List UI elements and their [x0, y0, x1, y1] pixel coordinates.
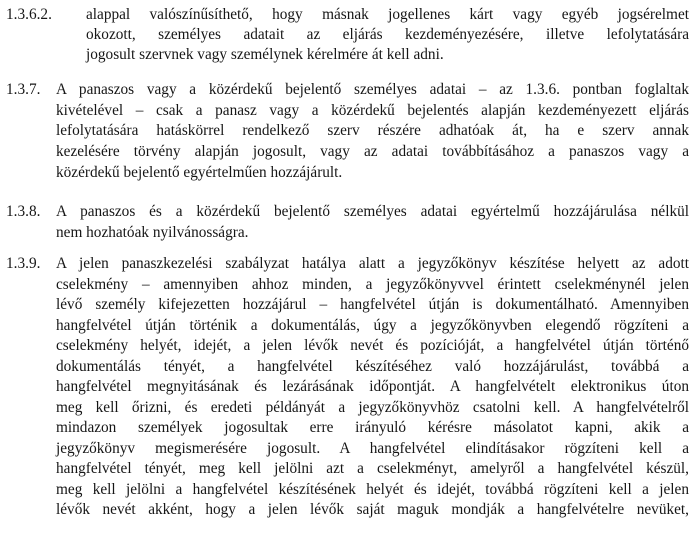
paragraph-line: hangfelvétel tényét, meg kell jelölni azt a cselekményt, amelyről a hangfelvétel készül,: [56, 460, 689, 477]
paragraph-line: lévő személy kifejezetten hozzájárul – hangfelvétel útján is dokumentálható. Amennyiben: [56, 296, 689, 313]
paragraph-1-3-7: [6, 81, 696, 191]
paragraph-1-3-8: [6, 203, 696, 243]
paragraph-line: jegyzőkönyv megismerésére jogosult. A hangfelvétel elindításakor rögzíteni kell a: [56, 439, 689, 457]
paragraph-line: hangfelvétel útján történik a dokumentálás, úgy a jegyzőkönyvben elegendő rögzíteni a: [56, 316, 689, 334]
paragraph-line: alappal valószínűsíthető, hogy másnak jogellenes kárt vagy egyéb jogsérelmet: [86, 6, 689, 23]
paragraph-line: cselekmény – amennyiben ahhoz minden, a jegyzőkönyvvel érintett cselekménynél jelen: [56, 275, 689, 293]
paragraph-line: jogosult szervnek vagy személynek kérelmére át kell adni.: [86, 46, 444, 63]
paragraph-line: lévők nevét akként, hogy a jelen lévők saját maguk mondják a hangfelvételre nevüket,: [56, 501, 689, 518]
paragraph-line: A panaszos és a közérdekű bejelentő személyes adatai egyértelmű hozzájárulása nélkül: [56, 203, 689, 220]
paragraph-number: 1.3.6.2.: [6, 6, 52, 23]
paragraph-line: közérdekű bejelentő egyértelműen hozzájárult.: [56, 163, 343, 181]
paragraph-line: nem hozhatóak nyilvánosságra.: [56, 223, 249, 241]
paragraph-line: cselekmény helyét, idejét, a jelen lévők nevét és pozícióját, a hangfelvétel útján történő: [56, 337, 689, 354]
paragraph-line: mindazon személyek jogosultak erre irányuló kérésre másolatot kapni, akik a: [56, 419, 689, 436]
paragraph-1-3-6-2: [6, 6, 696, 66]
paragraph-line: kivételével – csak a panasz vagy a közérdekű bejelentés alapján kezdeményezett eljárás: [56, 101, 689, 119]
paragraph-line: meg kell jelölni a hangfelvétel készítésének helyét és idejét, továbbá rögzíteni kell a jelen: [56, 480, 689, 498]
paragraph-line: dokumentálás tényét, a hangfelvétel készítéséhez való hozzájárulást, továbbá a: [56, 357, 689, 375]
paragraph-line: okozott, személyes adatait az eljárás kezdeményezésére, illetve lefolytatására: [86, 26, 689, 43]
paragraph-line: lefolytatására hatáskörrel rendelkező szerv részére adhatóak át, ha e szerv annak: [56, 122, 689, 139]
paragraph-line: A jelen panaszkezelési szabályzat hatálya alatt a jegyzőkönyv készítése helyett az adott: [56, 255, 689, 272]
paragraph-line: hangfelvétel megnyitásának és lezárásának időpontját. A hangfelvételt elektronikus úton: [56, 378, 689, 395]
paragraph-number: 1.3.7.: [6, 81, 41, 98]
paragraph-number: 1.3.8.: [6, 203, 41, 220]
paragraph-line: kezelésére törvény alapján jogosult, vagy az adatai továbbításához a panaszos vagy a: [56, 143, 689, 160]
paragraph-line: meg kell őrizni, és eredeti példányát a jegyzőkönyvhöz csatolni kell. A hangfelvételről: [56, 398, 689, 416]
paragraph-number: 1.3.9.: [6, 255, 41, 272]
paragraph-1-3-9: [6, 255, 696, 540]
paragraph-line: A panaszos vagy a közérdekű bejelentő személyes adatai – az 1.3.6. pontban foglaltak: [56, 81, 689, 98]
